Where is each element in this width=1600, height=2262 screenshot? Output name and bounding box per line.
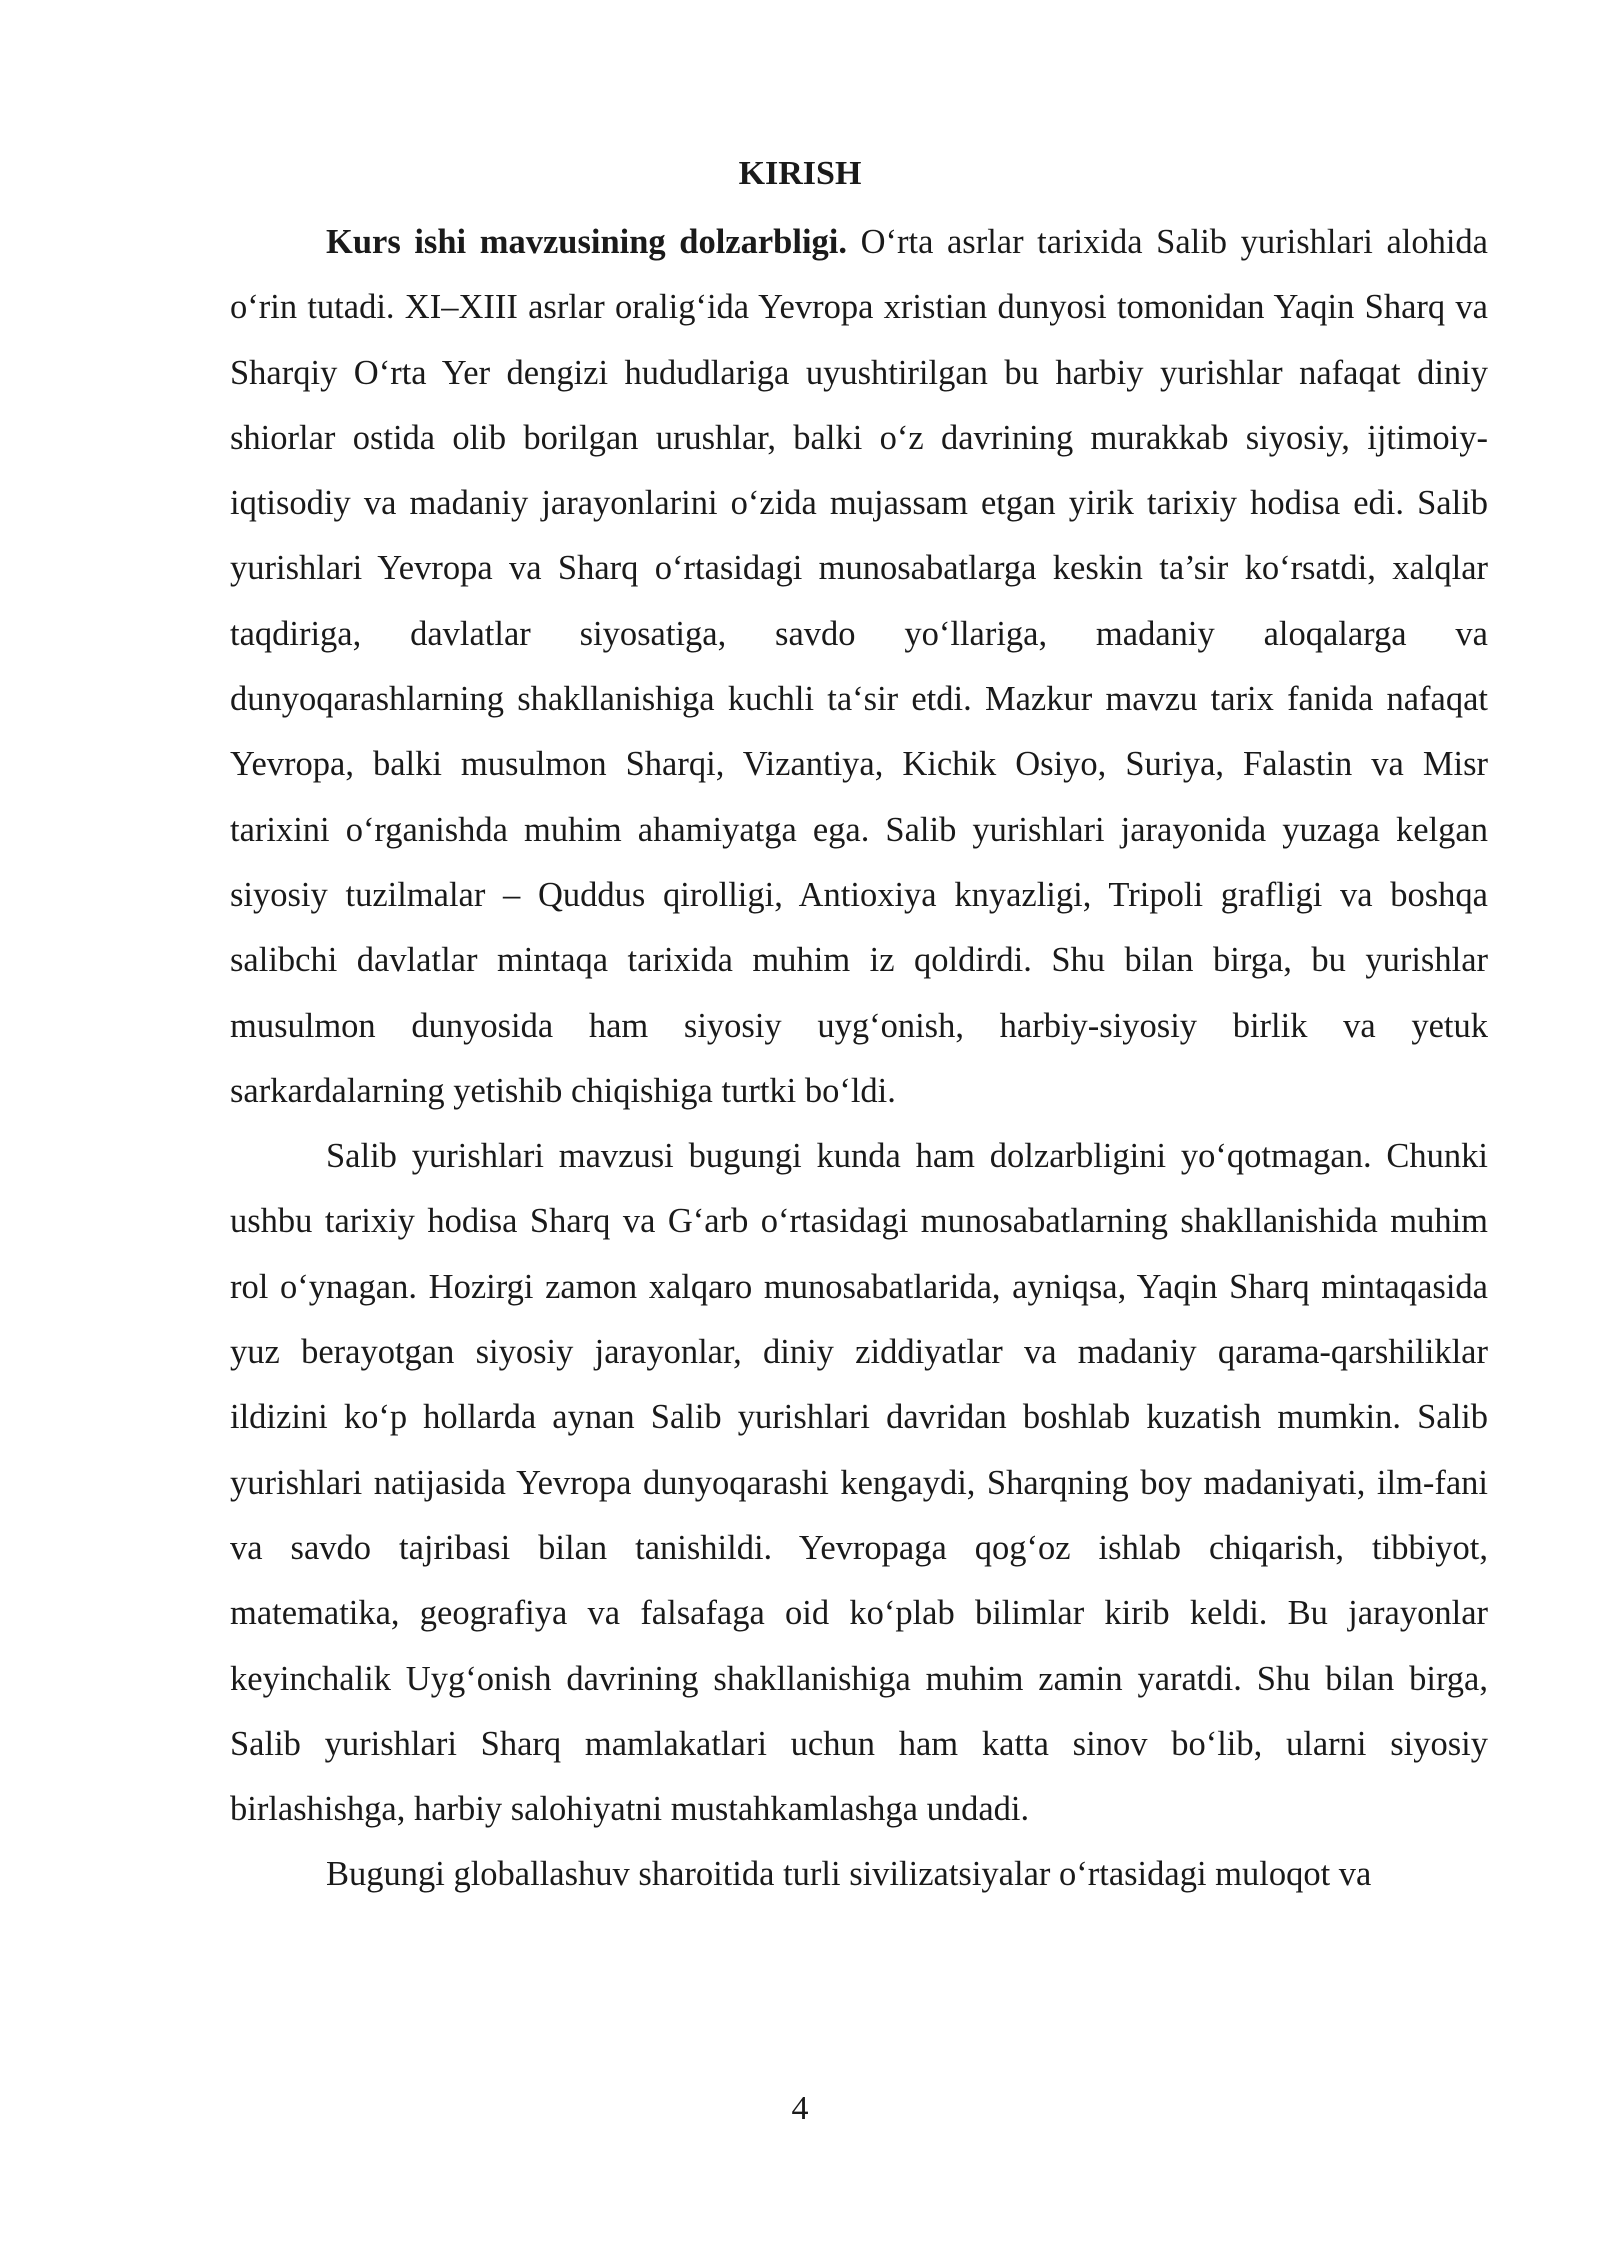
paragraph-text: O‘rta asrlar tarixida Salib yurishlari alohida o‘rin tutadi. XI–XIII asrlar oralig‘ida Yevropa xristian dunyosi tomonidan Yaqin Sharq va Sharqiy O‘rta Yer dengizi hududlariga uyushtirilgan bu harbiy yurishlar nafaqat diniy shiorlar ostida olib borilgan urushlar, balki o‘z davrining murakkab siyosiy, ijtimoiy-iqtisodiy va madaniy jarayonlarini o‘zida mujassam etgan yirik tarixiy hodisa edi. Salib yurishlari Yevropa va Sharq o‘rtasidagi munosabatlarga keskin ta’sir ko‘rsatdi, xalqlar taqdiriga, davlatlar siyosatiga, savdo yo‘llariga, madaniy aloqalarga va dunyoqarashlarning shakllanishiga kuchli ta‘sir etdi. Mazkur mavzu tarix fanida nafaqat Yevropa, balki musulmon Sharqi, Vizantiya, Kichik Osiyo, Suriya, Falastin va Misr tarixini o‘rganishda muhim ahamiyatga ega. Salib yurishlari jarayonida yuzaga kelgan siyosiy tuzilmalar – Quddus qirolligi, Antioxiya knyazligi, Tripoli grafligi va boshqa salibchi davlatlar mintaqa tarixida muhim iz qoldirdi. Shu bilan birga, bu yurishlar musulmon dunyosida ham siyosiy uyg‘onish, harbiy-siyosiy birlik va yetuk sarkardalarning yetishib chiqishiga turtki bo‘ldi. [230,223,1488,1110]
section-heading: KIRISH [738,155,862,192]
body-text [230,210,1488,1908]
paragraph-text: Salib yurishlari mavzusi bugungi kunda ham dolzarbligini yo‘qotmagan. Chunki ushbu tarixiy hodisa Sharq va G‘arb o‘rtasidagi munosabatlarning shakllanishida muhim rol o‘ynagan. Hozirgi zamon xalqaro munosabatlarida, ayniqsa, Yaqin Sharq mintaqasida yuz berayotgan siyosiy jarayonlar, diniy ziddiyatlar va madaniy qarama-qarshiliklar ildizini ko‘p hollarda aynan Salib yurishlari davridan boshlab kuzatish mumkin. Salib yurishlari natijasida Yevropa dunyoqarashi kengaydi, Sharqning boy madaniyati, ilm-fani va savdo tajribasi bilan tanishildi. Yevropaga qog‘oz ishlab chiqarish, tibbiyot, matematika, geografiya va falsafaga oid ko‘plab bilimlar kirib keldi. Bu jarayonlar keyinchalik Uyg‘onish davrining shakllanishiga muhim zamin yaratdi. Shu bilan birga, Salib yurishlari Sharq mamlakatlari uchun ham katta sinov bo‘lib, ularni siyosiy birlashishga, harbiy salohiyatni mustahkamlashga undadi. [230,1137,1488,1829]
paragraph-1 [230,210,1488,1124]
paragraph-3 [230,1842,1488,1907]
page-number: 4 [791,2090,809,2127]
paragraph-2 [230,1124,1488,1842]
paragraph-text: Bugungi globallashuv sharoitida turli sivilizatsiyalar o‘rtasidagi muloqot va [326,1855,1372,1894]
paragraph-lead: Kurs ishi mavzusining dolzarbligi. [326,223,847,261]
